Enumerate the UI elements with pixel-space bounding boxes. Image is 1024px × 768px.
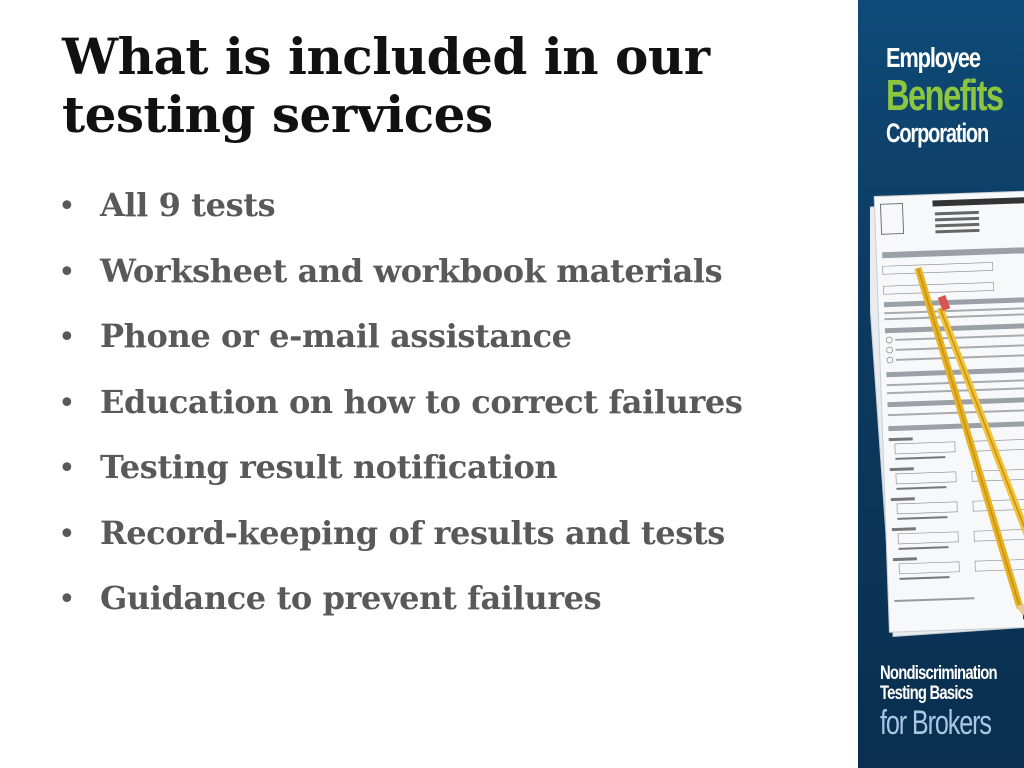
bullet-text: Testing result notification	[100, 448, 558, 486]
logo-line-benefits: Benefits	[886, 71, 1003, 120]
bullet-icon: •	[58, 254, 76, 290]
slide-title-line-2: testing services	[62, 85, 493, 144]
slide-title	[62, 28, 842, 144]
bullet-text: Record-keeping of results and tests	[100, 513, 725, 552]
bullet-item	[58, 448, 848, 514]
subtitle-line-1: Nondiscrimination	[880, 663, 997, 684]
bullet-icon: •	[58, 451, 76, 486]
bullet-list	[58, 186, 848, 645]
bullet-item	[58, 317, 848, 383]
logo-line-corporation: Corporation	[886, 118, 989, 148]
bullet-icon: •	[58, 189, 76, 224]
bullet-icon: •	[58, 582, 76, 617]
deck-subtitle	[880, 664, 1024, 742]
bullet-icon: •	[58, 516, 76, 552]
bullet-text: Education on how to correct failures	[100, 382, 743, 421]
form-with-pencils-image	[870, 188, 1024, 648]
bullet-item	[58, 383, 848, 449]
bullet-text: Guidance to prevent failures	[100, 579, 602, 617]
bullet-text: All 9 tests	[100, 186, 276, 224]
brand-sidebar	[858, 0, 1024, 768]
subtitle-line-2: Testing Basics	[880, 682, 973, 704]
bullet-icon: •	[58, 385, 76, 421]
bullet-item	[58, 514, 848, 580]
bullet-text: Worksheet and workbook materials	[100, 251, 723, 290]
slide-title-line-1: What is included in our	[62, 27, 710, 86]
bullet-text: Phone or e-mail assistance	[100, 317, 572, 355]
company-logo	[886, 44, 1016, 147]
subtitle-line-3: for Brokers	[880, 703, 991, 742]
bullet-item	[58, 186, 848, 252]
bullet-item	[58, 252, 848, 318]
bullet-icon: •	[58, 320, 76, 355]
logo-line-employee: Employee	[886, 42, 980, 73]
bullet-item	[58, 579, 848, 645]
